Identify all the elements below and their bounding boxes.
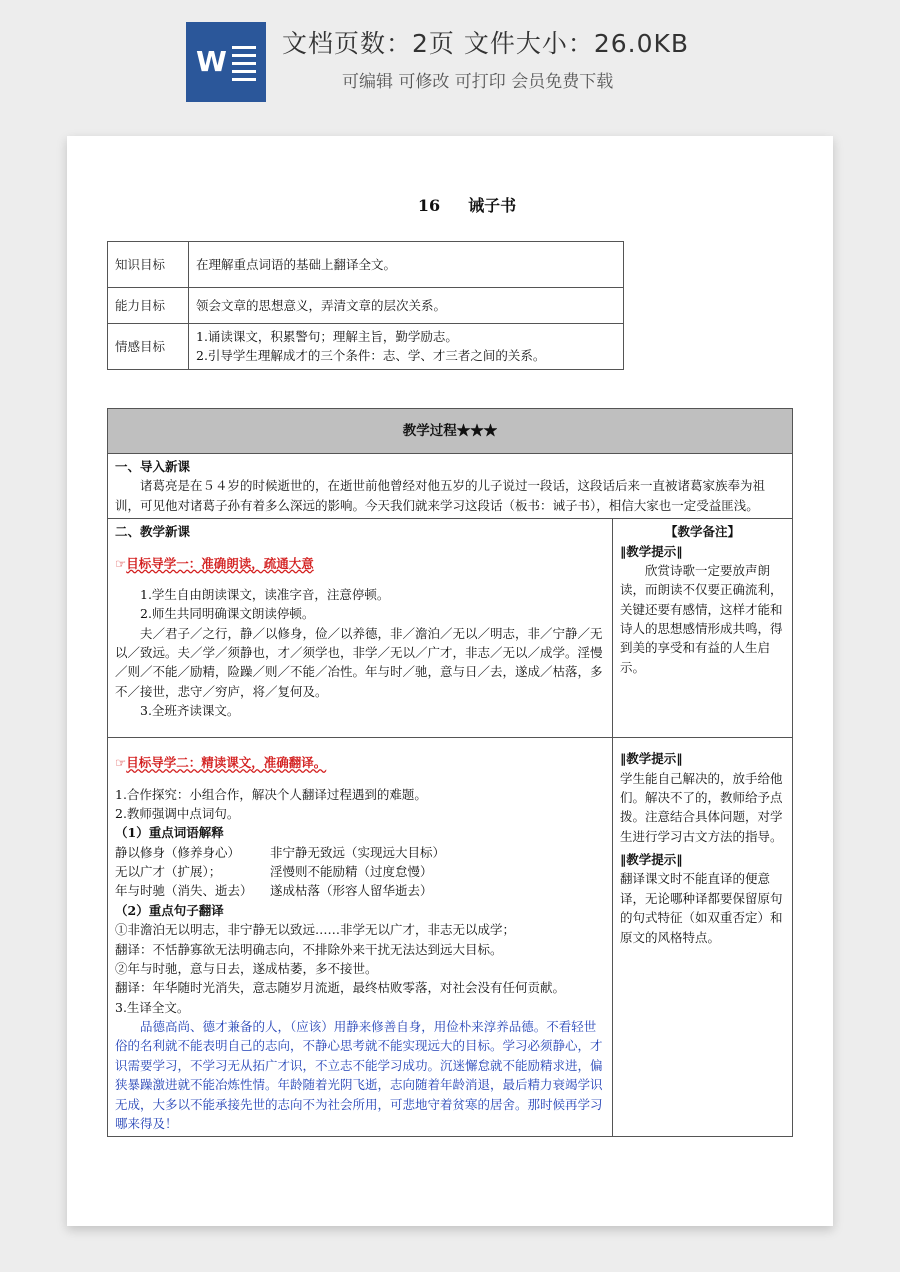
pointing-hand-icon: ☞ [115,555,127,571]
goal-label: 知识目标 [108,242,189,288]
goal-line: 1.诵读课文，积累警句；理解主旨，勤学励志。 [196,329,458,344]
goal-text: 在理解重点词语的基础上翻译全文。 [189,242,624,288]
download-banner [0,0,900,120]
word-row: 静以修身（修养身心） 非宁静无致远（实现远大目标） [115,844,446,860]
word-doc-icon: W [186,22,266,102]
document-page [67,136,833,1226]
step: 3.生译全文。 [115,999,190,1015]
goal-label: 情感目标 [108,324,189,370]
lesson-title: 诫子书 [468,196,517,215]
sentence: ②年与时驰，意与日去，遂成枯萎，多不接世。 [115,960,378,976]
word-row: 年与时驰（消失、逝去） 遂成枯落（形容人留华逝去） [115,883,433,899]
word-row: 无以广才（扩展）； 淫慢则不能励精（过度怠慢） [115,864,433,879]
goal-row [108,324,624,370]
step: 1.合作探究：小组合作，解决个人翻译过程遇到的难题。 [115,786,427,802]
pointing-hand-icon: ☞ [115,755,127,771]
lesson-number: 16 [417,196,441,215]
page-title [67,193,867,216]
process-table [107,408,793,1137]
notes-heading: 【教学备注】 [664,524,740,540]
lesson-part1 [108,519,613,738]
words-heading: （1）重点词语解释 [115,825,224,841]
tip-label: ‖教学提示‖ [620,852,683,867]
intro-text: 诸葛亮是在５４岁的时候逝世的，在逝世前他曾经对他五岁的儿子说过一段话，这段话后来一直被诸葛家族奉为祖训，可见他对诸葛子孙有着多么深远的影响。今天我们就来学习这段话（板书：诫子书），相信大家也一定受益匪浅。 [115,478,766,513]
tip-text: 翻译课文时不能直译的便意译，无论哪种译都要保留原句的句式特征（如双重否定）和原文的风格特点。 [620,871,783,945]
lesson-heading: 二、教学新课 [115,524,191,540]
goal2-text: 目标导学二：精读课文，准确翻译。 [126,755,327,771]
banner-title: 文档页数：2页 文件大小：26.0KB [282,29,690,58]
step: 2.师生共同明确课文朗读停顿。 [140,606,315,622]
tip-text: 学生能自己解决的，放手给他们。解决不了的，教师给予点拨。注意结合具体问题，对学生进行学习古文方法的指导。 [620,770,783,844]
tip-text: 欣赏诗歌一定要放声朗读，而朗读不仅要正确流利，关键还要有感情，这样才能和诗人的思想感情形成共鸣，得到美的享受和有益的人生启示。 [620,562,783,675]
tip-label: ‖教学提示‖ [620,751,683,767]
sentence: ①非澹泊无以明志，非宁静无以致远……非学无以广才，非志无以成学； [115,922,516,938]
step: 2.教师强调中点词句。 [115,805,240,821]
notes-part1 [613,519,793,738]
goal1-text: 目标导学一：准确朗读，疏通大意 [126,555,314,571]
full-translation: 品德高尚、德才兼备的人，（应该）用静来修善自身，用俭朴来淳养品德。不看轻世俗的名利就不能表明自己的志向，不静心思考就不能实现远大的目标。学习必须静心，才识需要学习，不学习无从拓广才识，不立志不能学习成功。沉迷懈怠就不能励精求进，偏狭暴躁激进就不能冶炼性情。年龄随着光阴飞逝，志向随着年龄消退，最后精力衰竭学识无成，大多以不能承接先世的志向不为社会所用，可悲地守着贫寒的居舍。那时候再学习哪来得及！ [115,1019,603,1131]
tip-label: ‖教学提示‖ [620,543,683,559]
goal-text: 领会文章的思想意义，弄清文章的层次关系。 [189,288,624,324]
goal2-heading [115,753,605,772]
step: 3.全班齐读课文。 [140,703,240,719]
goal-row [108,288,624,324]
notes-part2 [613,738,793,1137]
goal-row [108,242,624,288]
intro-heading: 一、导入新课 [115,459,191,474]
goal-text [189,324,624,370]
goals-table [107,241,624,370]
goal-label: 能力目标 [108,288,189,324]
banner-subtitle: 可编辑 可修改 可打印 会员免费下载 [342,72,614,92]
lesson-part2 [108,738,613,1137]
reading-pauses: 夫／君子／之行，静／以修身，俭／以养德，非／澹泊／无以／明志，非／宁静／无以／致远。夫／学／须静也，才／须学也，非学／无以／广才，非志／无以／成学。淫慢／则／不能／励精，险躁／则／不能／冶性。年与时／驰，意与日／去，遂成／枯落，多不／接世，悲守／穷庐，将／复何及。 [115,625,603,699]
intro-section [108,454,793,519]
step: 1.学生自由朗读课文，读准字音，注意停顿。 [140,586,390,602]
sentence: 翻译：不恬静寡欲无法明确志向，不排除外来干扰无法达到远大目标。 [115,941,503,957]
goal-line: 2.引导学生理解成才的三个条件：志、学、才三者之间的关系。 [196,348,546,364]
process-header: 教学过程★★★ [108,409,793,454]
goal1-heading [115,554,605,573]
sentences-heading: （2）重点句子翻译 [115,902,224,918]
sentence: 翻译：年华随时光消失，意志随岁月流逝，最终枯败零落，对社会没有任何贡献。 [115,980,566,996]
